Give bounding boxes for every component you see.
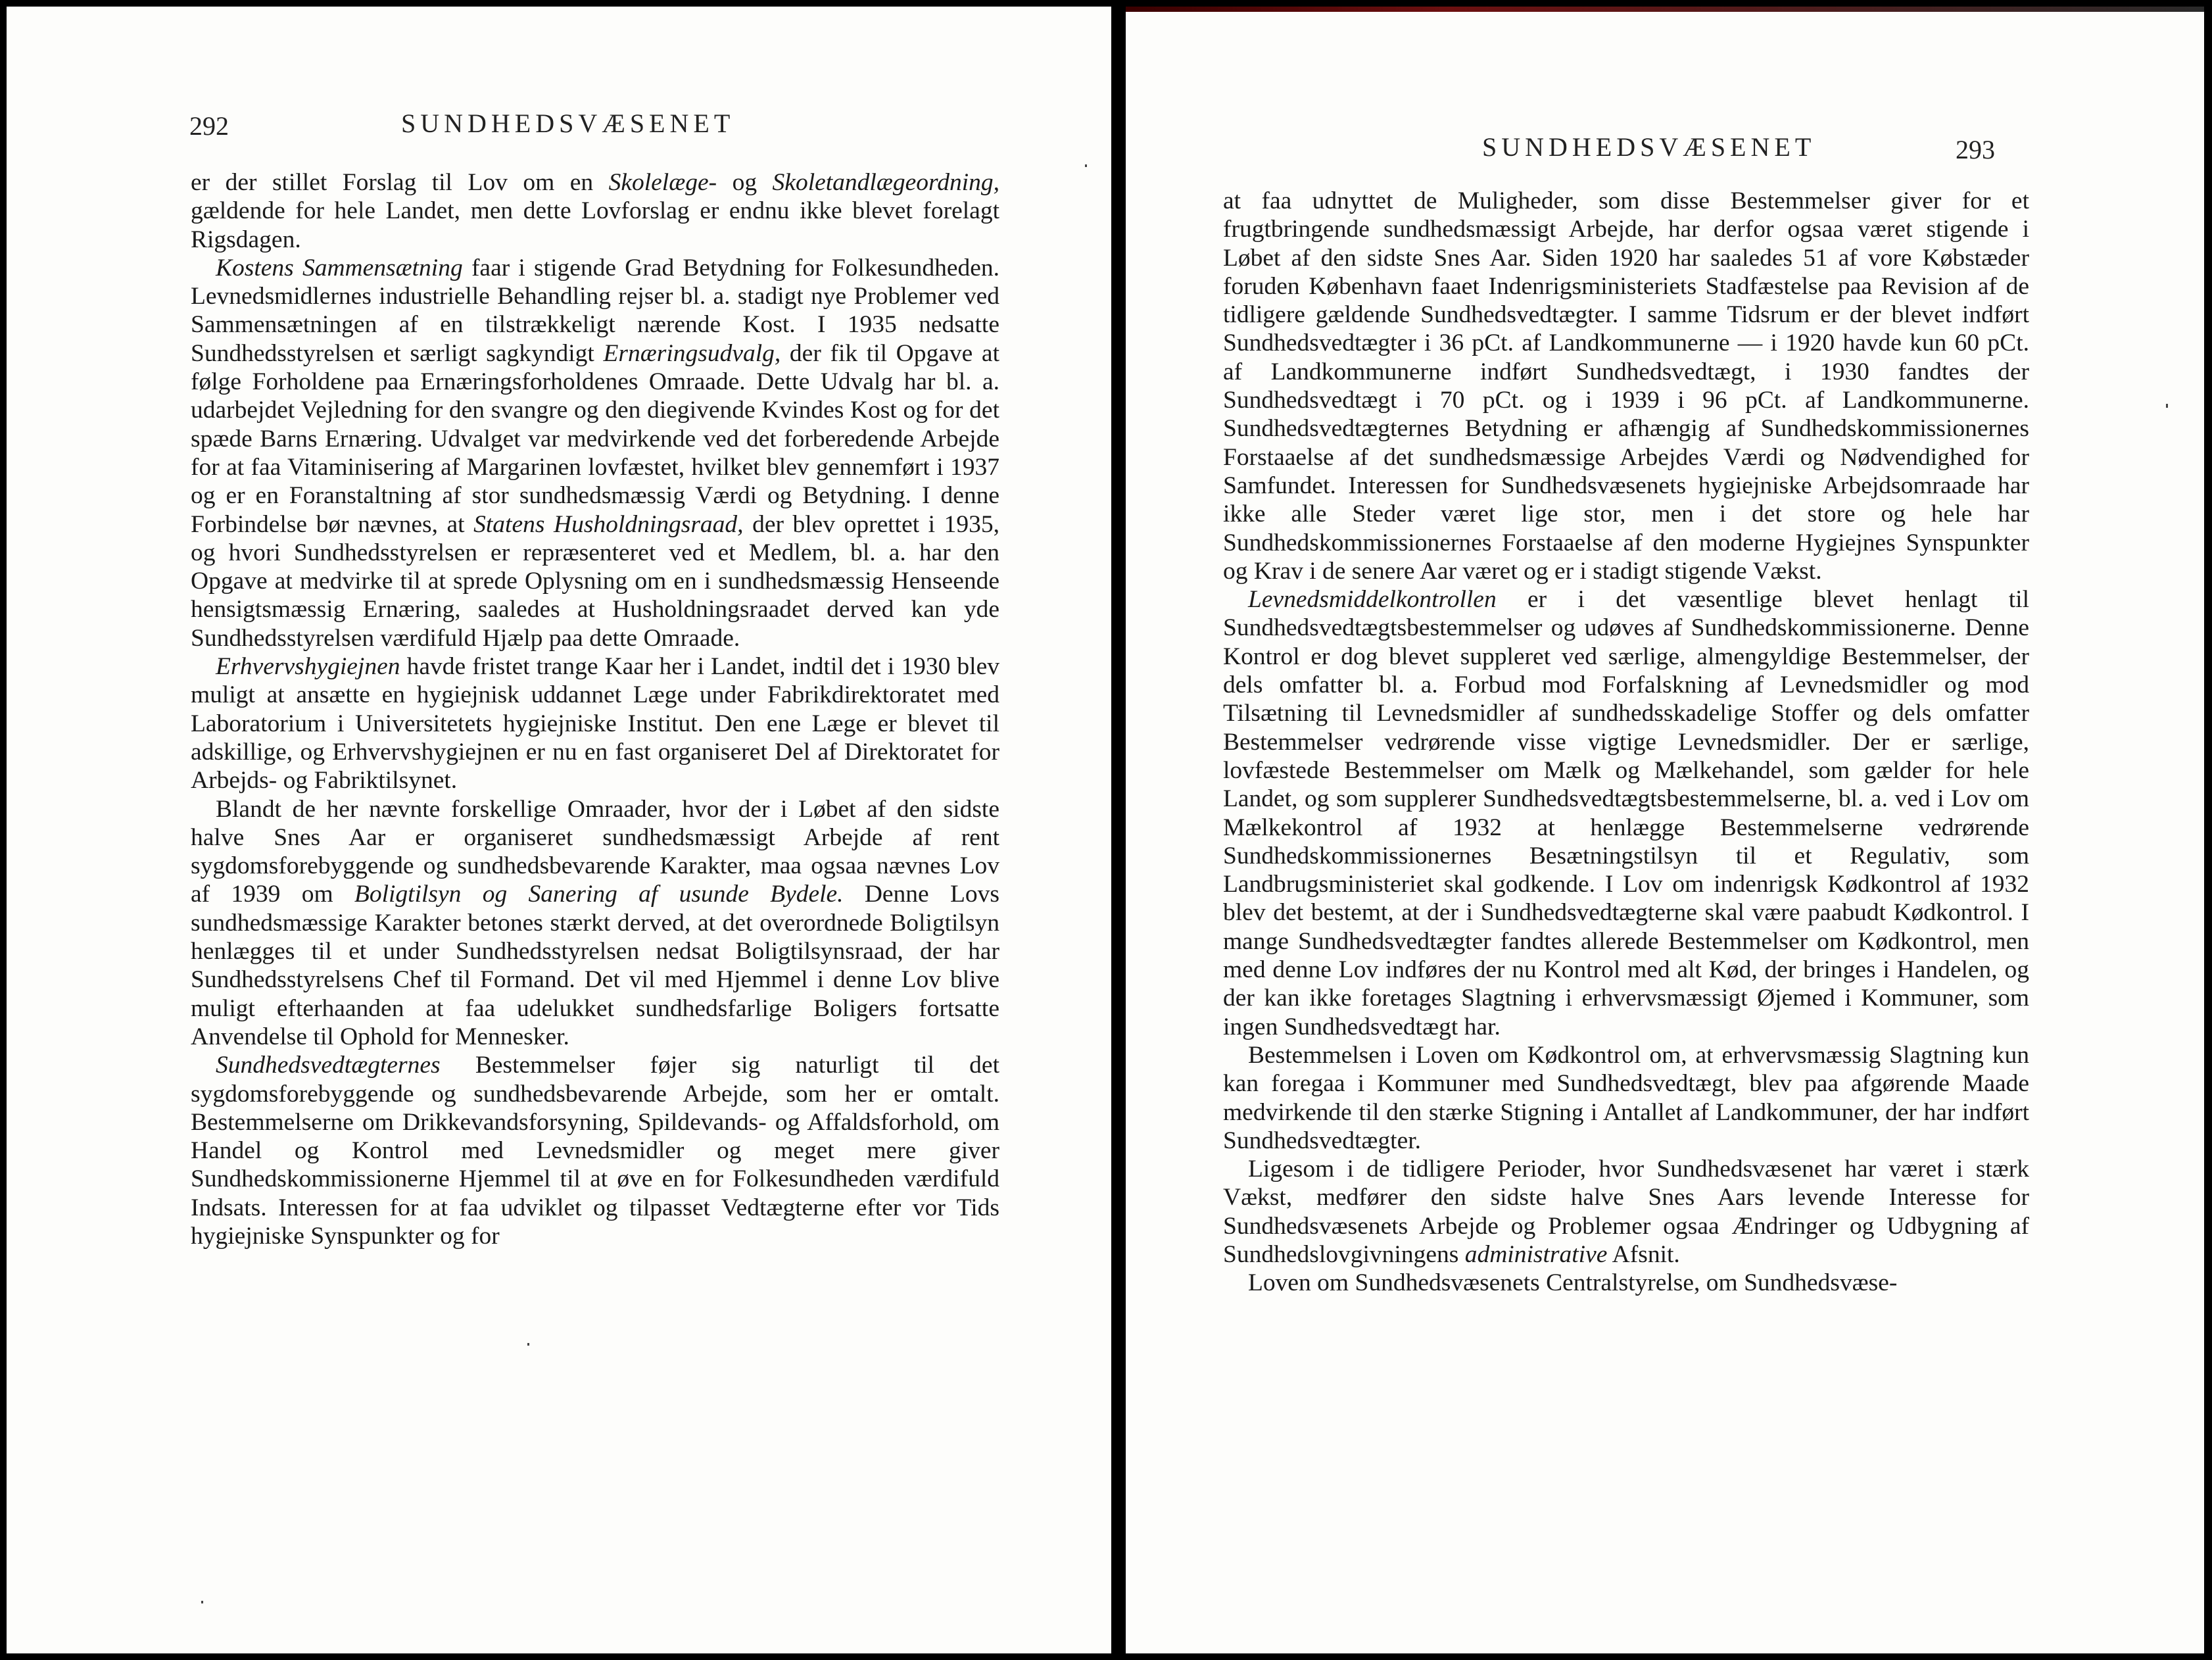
- italic-term: Boligtilsyn og Sanering af usunde Bydele.: [354, 881, 844, 908]
- text-run: der blev oprettet i 1935, og hvori Sundhedsstyrelsen er repræsenteret ved et Medlem, bl. a. har den Opgave at medvirke til at sprede Oplysning om en i sundhedsmæssig Henseende hensigtsmæssig Ernæring, saaledes at Husholdningsraadet derved kan yde Sundhedsstyrelsen værdifuld Hjælp paa dette Omraade.: [191, 510, 999, 652]
- paragraph: [1223, 1155, 2029, 1269]
- italic-term: administrative: [1464, 1240, 1608, 1268]
- paragraph: [1223, 187, 2029, 585]
- text-run: gældende for hele Landet, men dette Lovforslag er endnu ikke blevet forelagt Rigsdagen.: [191, 197, 999, 253]
- italic-term: Ernæringsudvalg,: [603, 339, 781, 367]
- text-run: Afsnit.: [1607, 1240, 1680, 1268]
- right-page: [1126, 7, 2204, 1653]
- body-text: [191, 168, 999, 1250]
- paragraph: [1223, 1269, 2029, 1297]
- text-run: Denne Lovs sundhedsmæssige Karakter betones stærkt derved, at det overordnede Boligtilsyn henlægges til et under Sundhedsstyrelsen nedsat Boligtilsynsraad, der har Sundhedsstyrelsens Chef til Formand. Det vil med Hjemmel i denne Lov blive muligt efterhaanden at faa udelukket sundhedsfarlige Boligers fortsatte Anvendelse til Ophold for Mennesker.: [191, 881, 999, 1050]
- body-text: [1223, 187, 2029, 1298]
- speck: [1085, 164, 1087, 167]
- italic-term: Erhvervshygiejnen: [216, 653, 400, 681]
- speck: [201, 1601, 203, 1603]
- italic-term: Kostens Sammensætning: [216, 254, 463, 281]
- italic-term: Levnedsmiddelkontrollen: [1248, 586, 1497, 614]
- text-run: at faa udnyttet de Muligheder, som disse Bestemmelser giver for et frugtbringende sundhedsmæssigt Arbejde, har derfor ogsaa været stigende i Løbet af den sidste Snes Aar. Siden 1920 har saaledes 51 af vore Købstæder foruden København faaet Indenrigsministeriets Stadfæstelse paa Revision af de tidligere gældende Sundhedsvedtægter. I samme Tidsrum er der blevet indført Sundhedsvedtægter i 36 pCt. af Landkommunerne — i 1920 havde kun 60 pCt. af Landkommunerne indført Sundhedsvedtægt, i 1930 fandtes der Sundhedsvedtægt i 70 pCt. og i 1939 i 96 pCt. af Landkommunerne. Sundhedsvedtægternes Betydning er afhængig af Sundhedskommissionernes Forstaaelse af det sundhedsmæssige Arbejdes Værdi og Nødvendighed for Samfundet. Interessen for Sundhedsvæsenets hygiejniske Arbejdsomraade har ikke alle Steder været lige stor, men i det store og hele har Sundhedskommissionernes Forstaaelse af den moderne Hygiejnes Synspunkter og Krav i de senere Aar været og er i stadigt stigende Vækst.: [1223, 187, 2029, 585]
- italic-term: Skolelæge-: [608, 169, 717, 196]
- text-run: Bestemmelsen i Loven om Kødkontrol om, at erhvervsmæssig Slagtning kun kan foregaa i Kommuner med Sundhedsvedtægt, blev paa afgørende Maade medvirkende til den stærke Stigning i Antallet af Landkommuner, der har indført Sundhedsvedtægter.: [1223, 1041, 2029, 1154]
- paragraph: [191, 795, 999, 1052]
- running-head: SUNDHEDSVÆSENET: [401, 109, 735, 138]
- speck: [527, 1343, 529, 1346]
- top-edge-shadow: [1126, 7, 2204, 12]
- text-run: Bestemmelser føjer sig naturligt til det sygdomsforebyggende og sundhedsbevarende Arbejde, som her er omtalt. Bestemmelserne om Drikkevandsforsyning, Spildevands- og Affaldsforhold, om Handel og Kontrol med Levnedsmidler og meget mere giver Sundhedskommissionerne Hjemmel til at øve en for Folkesundheden værdifuld Indsats. Interessen for at faa udviklet og tilpasset Vedtægterne efter vor Tids hygiejniske Synspunkter og for: [191, 1052, 999, 1250]
- paragraph: [191, 652, 999, 794]
- text-run: faar i stigende Grad Betydning for Folkesundheden. Levnedsmidlernes industrielle Behandling rejser bl. a. stadigt nye Problemer ved Sammensætningen af en tilstrækkeligt nærende Kost. I 1935 nedsatte Sundhedsstyrelsen et særligt sagkyndigt: [191, 254, 999, 367]
- text-run: og: [717, 169, 773, 196]
- paragraph: [1223, 585, 2029, 1041]
- paragraph: [1223, 1041, 2029, 1155]
- paragraph: [191, 254, 999, 652]
- text-run: Blandt de her nævnte forskellige Omraader, hvor der i Løbet af den sidste halve Snes Aar er organiseret sundhedsmæssigt Arbejde af rent sygdomsforebyggende og sundhedsbevarende Karakter, maa ogsaa nævnes Lov af 1939 om: [191, 795, 999, 908]
- running-head: SUNDHEDSVÆSENET: [1482, 132, 1816, 162]
- page-number: 293: [1956, 135, 1995, 164]
- speck: [2166, 404, 2168, 408]
- text-run: er der stillet Forslag til Lov om en: [191, 169, 609, 196]
- left-page: [7, 7, 1111, 1653]
- paragraph: [191, 1051, 999, 1250]
- text-run: havde fristet trange Kaar her i Landet, indtil det i 1930 blev muligt at ansætte en hygiejnisk uddannet Læge under Fabrikdirektoratet med Laboratorium i Universitetets hygiejniske Institut. Den ene Læge er blevet til adskillige, og Erhvervshygiejnen er nu en fast organiseret Del af Direktoratet for Arbejds- og Fabriktilsynet.: [191, 653, 999, 794]
- text-run: Loven om Sundhedsvæsenets Centralstyrelse, om Sundhedsvæse-: [1248, 1269, 1898, 1297]
- italic-term: Statens Husholdningsraad,: [473, 510, 744, 538]
- text-run: der fik til Opgave at følge Forholdene paa Ernæringsforholdenes Omraade. Dette Udvalg har bl. a. udarbejdet Vejledning for den svangre og den diegivende Kvindes Kost og for det spæde Barns Ernæring. Udvalget var medvirkende ved det forberedende Arbejde for at faa Vitaminisering af Margarinen lovfæstet, hvilket blev gennemført i 1937 og er en Foranstaltning af stor sundhedsmæssig Værdi og Betydning. I denne Forbindelse bør nævnes, at: [191, 339, 999, 538]
- text-run: er i det væsentlige blevet henlagt til Sundhedsvedtægtsbestemmelser og udøves af Sundhedskommissionerne. Denne Kontrol er dog blevet suppleret ved særlige, almengyldige Bestemmelser, der dels omfatter bl. a. Forbud mod Forfalskning af Levnedsmidler og mod Tilsætning til Levnedsmidler af sundhedsskadelige Stoffer og dels omfatter Bestemmelser vedrørende visse vigtige Levnedsmidler. Der er særlige, lovfæstede Bestemmelser om Mælk og Mælkehandel, som gælder for hele Landet, og som supplerer Sundhedsvedtægtsbestemmelserne, bl. a. ved i Lov om Mælkekontrol af 1932 at henlægge Bestemmelserne vedrørende Sundhedskommissionernes Besætningstilsyn til et Regulativ, som Landbrugsministeriet skal godkende. I Lov om indenrigsk Kødkontrol af 1932 blev det bestemt, at der i Sundhedsvedtægterne skal være paabudt Kødkontrol. I mange Sundhedsvedtægter fandtes allerede Bestemmelser om Kødkontrol, men med denne Lov indføres der nu Kontrol med alt Kød, der bringes i Handelen, og der kan ikke foretages Slagtning i erhvervsmæssigt Øjemed i Kommuner, som ingen Sundhedsvedtægt har.: [1223, 586, 2029, 1040]
- italic-term: Skoletandlægeordning,: [772, 169, 999, 196]
- paragraph: [191, 168, 999, 254]
- italic-term: Sundhedsvedtægternes: [216, 1052, 441, 1079]
- text-run: Ligesom i de tidligere Perioder, hvor Sundhedsvæsenet har været i stærk Vækst, medfører den sidste halve Snes Aars levende Interesse for Sundhedsvæsenets Arbejde og Problemer ogsaa Ændringer og Udbygning af Sundhedslovgivningens: [1223, 1156, 2029, 1268]
- page-number: 292: [189, 111, 229, 141]
